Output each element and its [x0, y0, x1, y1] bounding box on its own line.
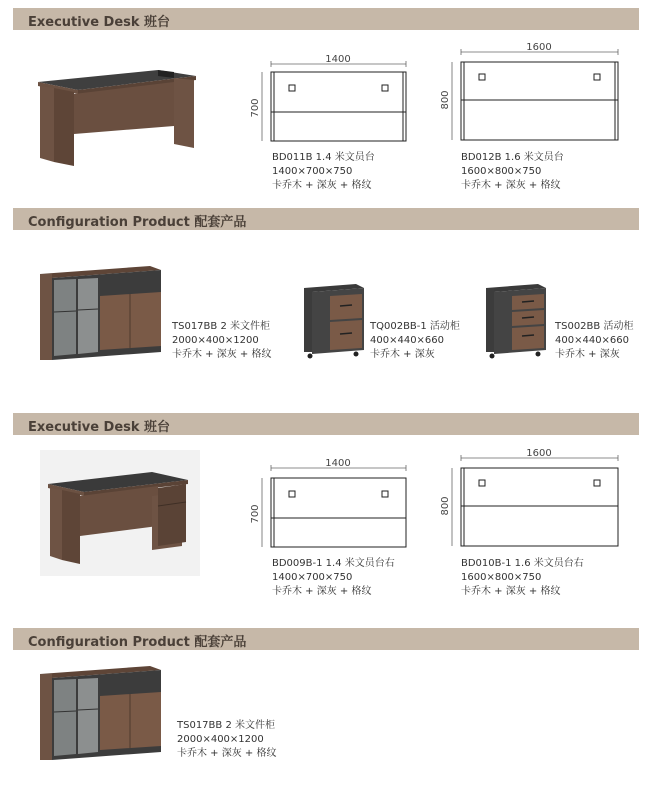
spec-line-size: 400×440×660 [555, 335, 630, 346]
spec-line-code: TS002BB 活动柜 [555, 321, 634, 332]
product-spec-tq002bb [370, 320, 460, 362]
product-spec-ts017bb [177, 719, 276, 761]
desk-dimension-drawing [246, 454, 414, 554]
mobile-pedestal-image [304, 284, 366, 360]
product-spec-bd010b [461, 557, 584, 599]
section-header-executive-desk [13, 8, 639, 30]
depth-label: 800 [440, 90, 451, 110]
depth-label: 700 [250, 98, 261, 118]
spec-line-code: BD011B 1.4 米文员台 [272, 152, 375, 163]
desk-dimension-drawing [436, 38, 622, 148]
executive-desk-with-pedestal-image [40, 450, 200, 576]
spec-line-code: TS017BB 2 米文件柜 [172, 321, 270, 332]
width-label: 1600 [526, 448, 552, 459]
section-title: Executive Desk 班台 [28, 420, 171, 435]
product-spec-bd012b [461, 151, 564, 193]
spec-line-finish: 卡乔木 + 深灰 + 格纹 [461, 180, 561, 191]
spec-line-code: TQ002BB-1 活动柜 [370, 321, 460, 332]
product-spec-ts002bb [555, 320, 633, 362]
depth-label: 700 [250, 504, 261, 524]
width-label: 1400 [325, 54, 351, 65]
mobile-pedestal-image [486, 284, 548, 360]
spec-line-finish: 卡乔木 + 深灰 [555, 349, 620, 360]
section-header-executive-desk [13, 413, 639, 435]
section-header-configuration-product [13, 628, 639, 650]
spec-line-code: TS017BB 2 米文件柜 [177, 720, 275, 731]
filing-cabinet-image [40, 266, 162, 362]
spec-line-code: BD010B-1 1.6 米文员台右 [461, 558, 584, 569]
spec-line-finish: 卡乔木 + 深灰 + 格纹 [272, 586, 372, 597]
filing-cabinet-image [40, 666, 162, 762]
spec-line-size: 2000×400×1200 [177, 734, 264, 745]
spec-line-finish: 卡乔木 + 深灰 [370, 349, 435, 360]
width-label: 1400 [325, 458, 351, 469]
product-spec-bd009b [272, 557, 395, 599]
section-title: Executive Desk 班台 [28, 15, 171, 30]
spec-line-finish: 卡乔木 + 深灰 + 格纹 [272, 180, 372, 191]
spec-line-size: 400×440×660 [370, 335, 445, 346]
spec-line-size: 1400×700×750 [272, 166, 353, 177]
spec-line-size: 1400×700×750 [272, 572, 353, 583]
executive-desk-image [38, 64, 198, 168]
spec-line-finish: 卡乔木 + 深灰 + 格纹 [461, 586, 561, 597]
desk-dimension-drawing [436, 444, 622, 554]
desk-dimension-drawing [246, 52, 414, 148]
spec-line-finish: 卡乔木 + 深灰 + 格纹 [177, 748, 277, 759]
section-title: Configuration Product 配套产品 [28, 215, 247, 230]
depth-label: 800 [440, 496, 451, 516]
section-header-configuration-product [13, 208, 639, 230]
section-title: Configuration Product 配套产品 [28, 635, 247, 650]
spec-line-code: BD009B-1 1.4 米文员台右 [272, 558, 395, 569]
spec-line-code: BD012B 1.6 米文员台 [461, 152, 564, 163]
spec-line-size: 2000×400×1200 [172, 335, 259, 346]
product-spec-bd011b [272, 151, 375, 193]
width-label: 1600 [526, 42, 552, 53]
spec-line-size: 1600×800×750 [461, 166, 542, 177]
product-spec-ts017bb [172, 320, 271, 362]
spec-line-finish: 卡乔木 + 深灰 + 格纹 [172, 349, 272, 360]
spec-line-size: 1600×800×750 [461, 572, 542, 583]
